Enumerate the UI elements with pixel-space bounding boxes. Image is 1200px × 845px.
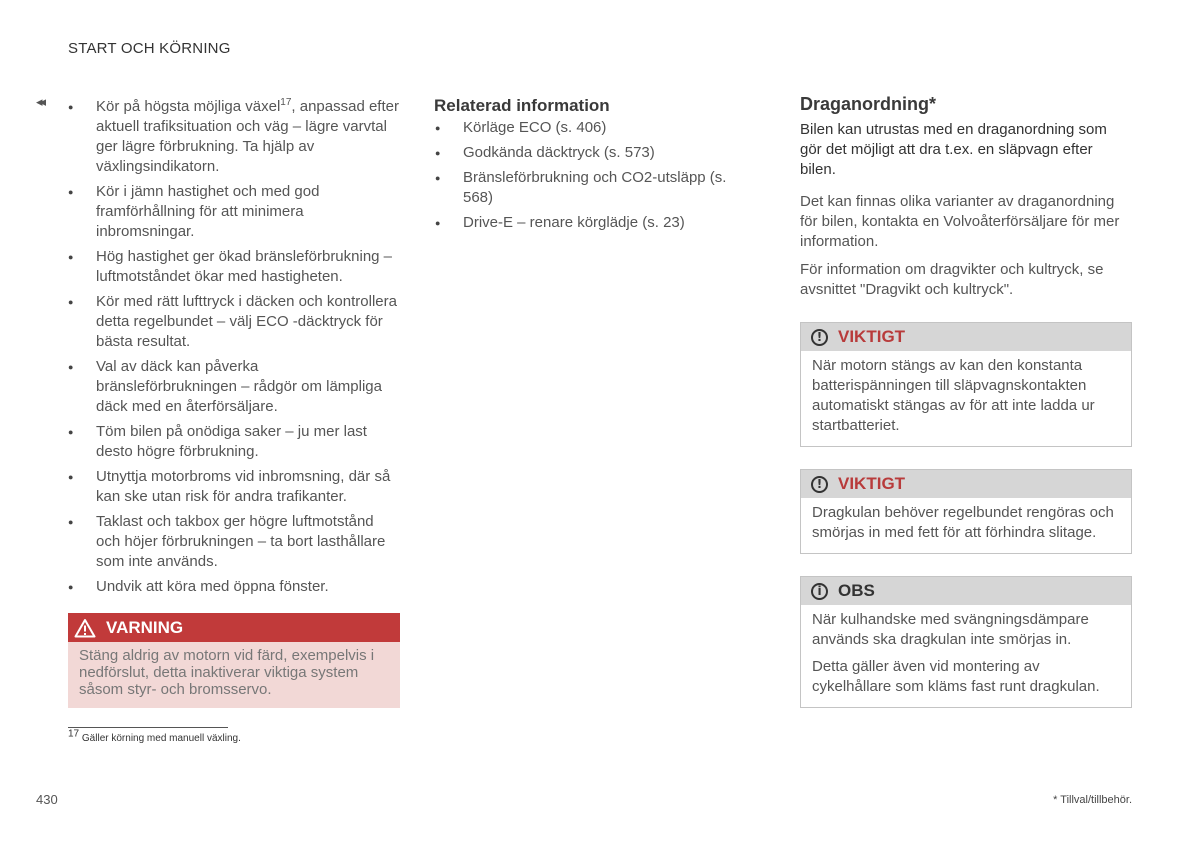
important-title: VIKTIGT bbox=[838, 474, 906, 493]
list-item: ● Utnyttja motorbroms vid inbromsning, där så kan ske utan risk för andra trafikanter. bbox=[68, 467, 400, 507]
continued-marker-icon: ◂◂ bbox=[36, 94, 44, 109]
important-box-header bbox=[801, 470, 1131, 498]
list-item-text: Kör på högsta möjliga växel bbox=[96, 98, 281, 115]
optional-equipment-note: * Tillval/tillbehör. bbox=[1053, 794, 1132, 806]
related-link[interactable]: ● Godkända däcktryck (s. 573) bbox=[434, 143, 734, 163]
list-item-text-rest: , anpassad efter aktuell trafiksituation och väg – lägre varvtal ger lägre förbrukning. Ta hjälp av växlingsindikatorn. bbox=[96, 98, 399, 175]
note-paragraph: När kulhandske med svängningsdämpare används ska dragkulan inte smörjas in. bbox=[812, 611, 1089, 648]
towbar-heading: Draganordning* bbox=[800, 94, 937, 114]
important-box-header bbox=[801, 323, 1131, 351]
column-driving-tips bbox=[68, 97, 400, 708]
list-item bbox=[68, 97, 400, 177]
note-body bbox=[801, 605, 1131, 707]
exclamation-circle-icon: ! bbox=[811, 476, 828, 493]
related-link[interactable]: ● Drive-E – renare körglädje (s. 23) bbox=[434, 213, 734, 233]
warning-box bbox=[68, 613, 400, 708]
list-item: ● Taklast och takbox ger högre luftmotstånd och höjer förbrukningen – ta bort lasthållare som inte används. bbox=[68, 512, 400, 572]
page-header-title: START OCH KÖRNING bbox=[68, 40, 231, 57]
note-paragraph: Detta gäller även vid montering av cykelhållare som kläms fast runt dragkulan. bbox=[812, 658, 1100, 695]
exclamation-circle-icon: ! bbox=[811, 329, 828, 346]
related-link[interactable]: ● Körläge ECO (s. 406) bbox=[434, 118, 734, 138]
footnote-text: Gäller körning med manuell växling. bbox=[81, 733, 241, 744]
info-circle-icon: i bbox=[811, 583, 828, 600]
footnote-divider bbox=[68, 727, 228, 728]
warning-box-header bbox=[68, 613, 400, 642]
column-related-info bbox=[434, 96, 734, 238]
warning-body: Stäng aldrig av motorn vid färd, exempelvis i nedförslut, detta inaktiverar viktiga system såsom styr- och bromsservo. bbox=[79, 647, 375, 698]
note-title: OBS bbox=[838, 581, 875, 600]
towbar-paragraph: För information om dragvikter och kultryck, se avsnittet "Dragvikt och kultryck". bbox=[800, 261, 1104, 298]
related-links-list bbox=[434, 118, 734, 233]
list-item: ● Hög hastighet ger ökad bränsleförbrukning – luftmotståndet ökar med hastigheten. bbox=[68, 247, 400, 287]
related-info-heading: Relaterad information bbox=[434, 96, 610, 115]
column-towbar bbox=[800, 94, 1132, 708]
list-item: ● Val av däck kan påverka bränsleförbrukningen – rådgör om lämpliga däck med en återförsäljare. bbox=[68, 357, 400, 417]
note-box bbox=[800, 576, 1132, 708]
list-item: ● Kör med rätt lufttryck i däcken och kontrollera detta regelbundet – välj ECO -däcktryck för bästa resultat. bbox=[68, 292, 400, 352]
important-title: VIKTIGT bbox=[838, 327, 906, 346]
towbar-lead: Bilen kan utrustas med en draganordning som gör det möjligt att dra t.ex. en släpvagn efter bilen. bbox=[800, 121, 1107, 178]
footnote-number: 17 bbox=[68, 728, 80, 740]
footnote bbox=[68, 728, 241, 744]
page-number: 430 bbox=[36, 792, 58, 807]
warning-title: VARNING bbox=[106, 617, 184, 637]
towbar-paragraph: Det kan finnas olika varianter av draganordning för bilen, kontakta en Volvoåterförsäljare för mer information. bbox=[800, 193, 1120, 250]
driving-tips-list bbox=[68, 97, 400, 597]
footnote-ref: 17 bbox=[280, 97, 292, 108]
note-box-header bbox=[801, 577, 1131, 605]
important-body: När motorn stängs av kan den konstanta batterispänningen till släpvagnskontakten automatiskt stängas av för att inte ladda ur startbatteriet. bbox=[812, 357, 1095, 434]
related-link[interactable]: ● Bränsleförbrukning och CO2-utsläpp (s. 568) bbox=[434, 168, 734, 208]
warning-triangle-icon bbox=[74, 618, 96, 638]
list-item: ● Kör i jämn hastighet och med god framförhållning för att minimera inbromsningar. bbox=[68, 182, 400, 242]
list-item: ● Undvik att köra med öppna fönster. bbox=[68, 577, 400, 597]
important-box bbox=[800, 469, 1132, 554]
list-item: ● Töm bilen på onödiga saker – ju mer last desto högre förbrukning. bbox=[68, 422, 400, 462]
important-body: Dragkulan behöver regelbundet rengöras och smörjas in med fett för att förhindra slitage. bbox=[812, 504, 1114, 541]
important-box bbox=[800, 322, 1132, 447]
